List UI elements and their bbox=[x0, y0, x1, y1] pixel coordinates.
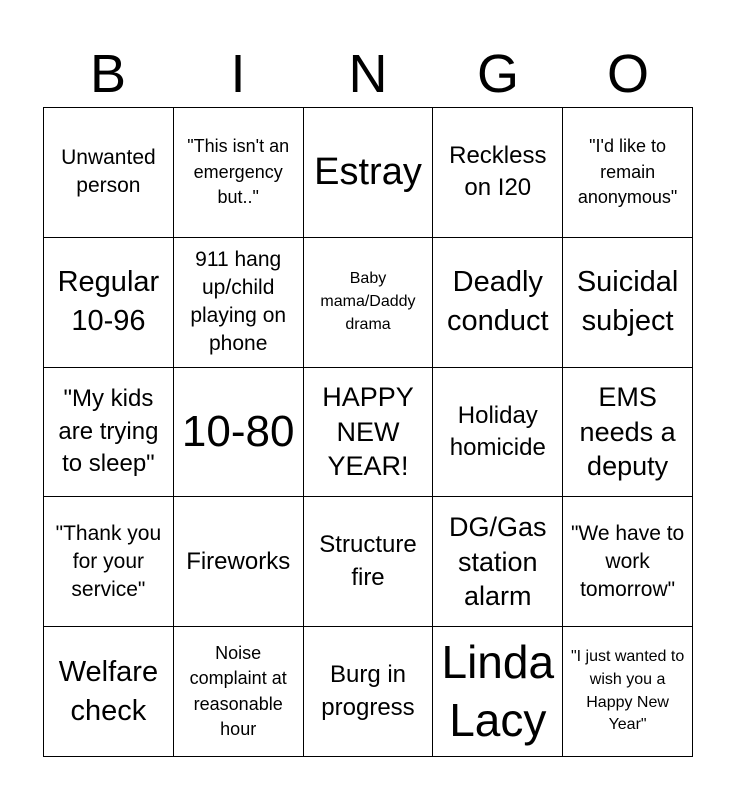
header-letter-n: N bbox=[348, 44, 388, 104]
bingo-cell[interactable] bbox=[304, 108, 434, 238]
cell-label: Holiday homicide bbox=[449, 401, 546, 461]
bingo-cell[interactable] bbox=[304, 238, 434, 368]
bingo-cell[interactable] bbox=[433, 108, 563, 238]
bingo-cell[interactable] bbox=[44, 627, 174, 757]
cell-label: "I just wanted to wish you a Happy New Year" bbox=[570, 648, 685, 734]
bingo-cell[interactable] bbox=[174, 627, 304, 757]
bingo-cell[interactable] bbox=[174, 368, 304, 498]
bingo-cell[interactable] bbox=[433, 497, 563, 627]
bingo-cell[interactable] bbox=[563, 108, 693, 238]
header-letter-g: G bbox=[476, 44, 519, 104]
bingo-cell[interactable] bbox=[563, 497, 693, 627]
cell-label: "We have to work tomorrow" bbox=[570, 521, 685, 601]
cell-label: Structure fire bbox=[319, 531, 417, 591]
cell-label: DG/Gas station alarm bbox=[449, 511, 547, 612]
cell-label: "I'd like to remain anonymous" bbox=[577, 136, 678, 208]
cell-label: Regular 10-96 bbox=[57, 266, 160, 338]
cell-label: Reckless on I20 bbox=[449, 142, 547, 202]
bingo-cell[interactable] bbox=[563, 368, 693, 498]
cell-label: Estray bbox=[314, 150, 422, 193]
bingo-header bbox=[43, 40, 693, 108]
cell-label: Suicidal subject bbox=[576, 266, 679, 338]
bingo-cell[interactable] bbox=[433, 627, 563, 757]
cell-label: "My kids are trying to sleep" bbox=[58, 385, 159, 478]
bingo-cell[interactable] bbox=[304, 627, 434, 757]
cell-label: 911 hang up/child playing on phone bbox=[190, 248, 287, 356]
cell-label: "Thank you for your service" bbox=[55, 521, 162, 601]
bingo-cell[interactable] bbox=[304, 368, 434, 498]
cell-label: Deadly conduct bbox=[447, 266, 549, 338]
cell-label: Unwanted person bbox=[61, 146, 156, 198]
header-letter-b: B bbox=[89, 44, 127, 104]
bingo-cell[interactable] bbox=[304, 497, 434, 627]
bingo-cell[interactable] bbox=[174, 497, 304, 627]
bingo-cell[interactable] bbox=[44, 497, 174, 627]
cell-label: Fireworks bbox=[186, 547, 291, 575]
cell-label: EMS needs a deputy bbox=[579, 382, 676, 482]
bingo-cell[interactable] bbox=[563, 238, 693, 368]
bingo-cell[interactable] bbox=[433, 368, 563, 498]
bingo-cell[interactable] bbox=[174, 238, 304, 368]
bingo-cell[interactable] bbox=[44, 368, 174, 498]
bingo-cell[interactable] bbox=[44, 238, 174, 368]
cell-label: Baby mama/Daddy drama bbox=[320, 270, 416, 333]
cell-label: 10-80 bbox=[181, 406, 295, 456]
bingo-cell[interactable] bbox=[44, 108, 174, 238]
bingo-board bbox=[43, 107, 693, 757]
cell-label: Linda Lacy bbox=[441, 635, 555, 746]
cell-label: "This isn't an emergency but.." bbox=[187, 136, 290, 208]
cell-label: Burg in progress bbox=[321, 661, 415, 721]
cell-label: Noise complaint at reasonable hour bbox=[189, 642, 287, 740]
header-letter-o: O bbox=[606, 44, 649, 104]
bingo-cell[interactable] bbox=[174, 108, 304, 238]
cell-label: Welfare check bbox=[58, 655, 159, 727]
cell-label: HAPPY NEW YEAR! bbox=[322, 382, 414, 482]
bingo-cell[interactable] bbox=[563, 627, 693, 757]
header-letter-i: I bbox=[230, 44, 246, 104]
bingo-cell[interactable] bbox=[433, 238, 563, 368]
